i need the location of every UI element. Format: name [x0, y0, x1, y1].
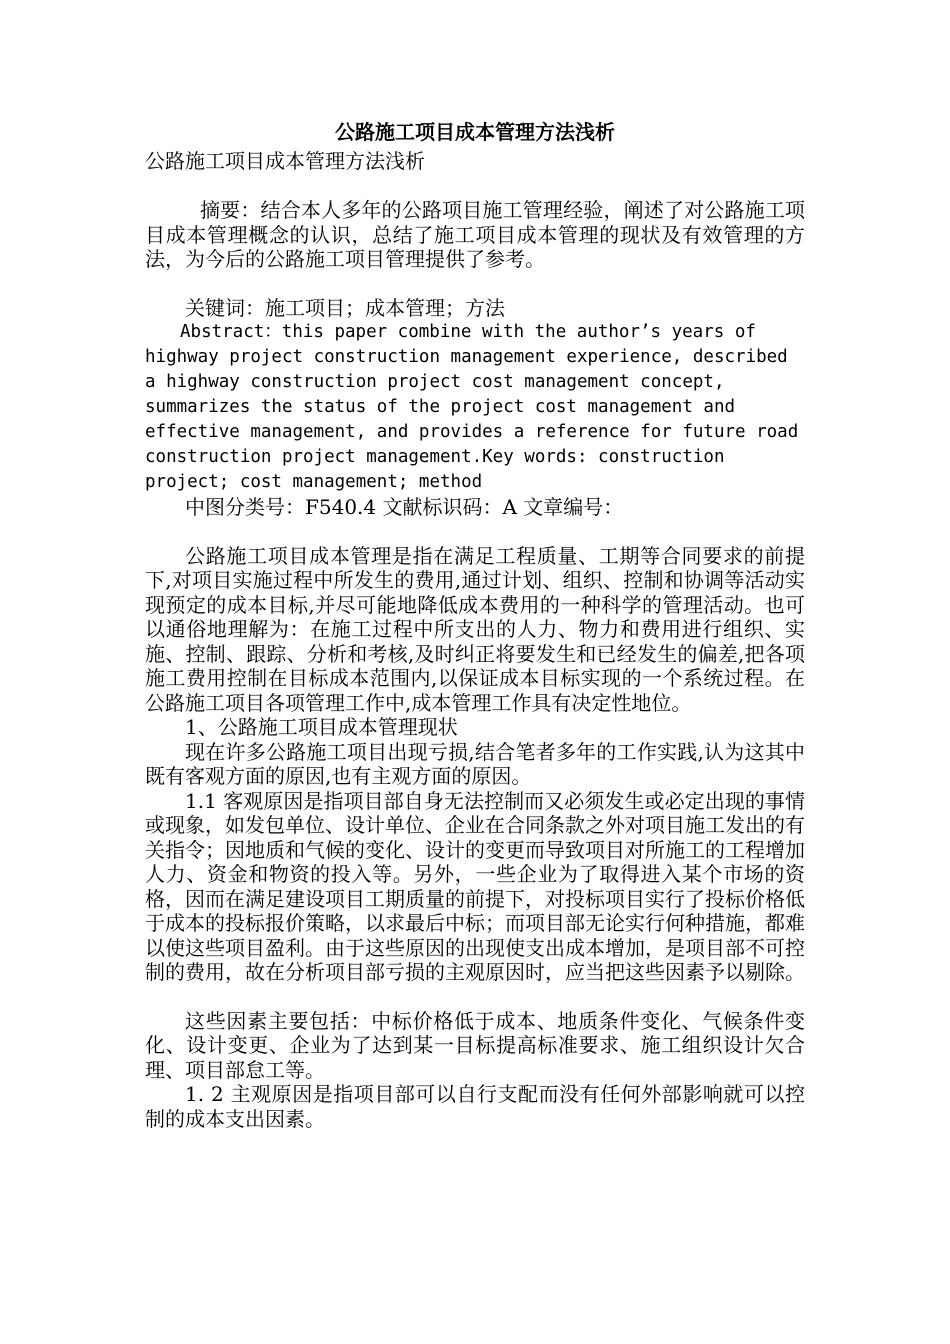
paragraph-section-1-1: 1.1 客观原因是指项目部自身无法控制而又必须发生或必定出现的事情或现象，如发包单位、设计单位、企业在合同条款之外对项目施工发出的有关指令；因地质和气候的变化、设计的变更而导致项目对所施工的工程增加人力、资金和物资的投入等。另外，一些企业为了取得进入某个市场的资格，因而在满足建设项目工期质量的前提下，对投标项目实行了投标价格低于成本的投标报价策略，以求最后中标；而项目部无论实行何种措施，都难以使这些项目盈利。由于这些原因的出现使支出成本增加，是项目部不可控制的费用，故在分析项目部亏损的主观原因时，应当把这些因素予以剔除。 [145, 788, 805, 984]
document-title: 公路施工项目成本管理方法浅析 [335, 120, 615, 144]
document-subtitle: 公路施工项目成本管理方法浅析 [145, 148, 425, 173]
paragraph-factors: 这些因素主要包括：中标价格低于成本、地质条件变化、气候条件变化、设计变更、企业为了达到某一目标提高标准要求、施工组织设计欠合理、项目部怠工等。 [145, 1008, 805, 1082]
classification-line: 中图分类号：F540.4 文献标识码：A 文章编号： [185, 495, 624, 519]
paragraph-section-1-2: 1. 2 主观原因是指项目部可以自行支配而没有任何外部影响就可以控制的成本支出因素。 [145, 1082, 805, 1131]
keywords-chinese: 关键词：施工项目；成本管理；方法 [185, 295, 505, 320]
paragraph-section-1-intro: 现在许多公路施工项目出现亏损,结合笔者多年的工作实践,认为这其中既有客观方面的原因,也有主观方面的原因。 [145, 739, 805, 788]
abstract-chinese: 摘要：结合本人多年的公路项目施工管理经验，阐述了对公路施工项目成本管理概念的认识，总结了施工项目成本管理的现状及有效管理的方法，为今后的公路施工项目管理提供了参考。 [145, 198, 805, 271]
document-body [145, 120, 805, 1131]
paragraph-intro: 公路施工项目成本管理是指在满足工程质量、工期等合同要求的前提下,对项目实施过程中所发生的费用,通过计划、组织、控制和协调等活动实现预定的成本目标,并尽可能地降低成本费用的一种科学的管理活动。也可以通俗地理解为：在施工过程中所支出的人力、物力和费用进行组织、实施、控制、跟踪、分析和考核,及时纠正将要发生和已经发生的偏差,把各项施工费用控制在目标成本范围内,以保证成本目标实现的一个系统过程。在公路施工项目各项管理工作中,成本管理工作具有决定性地位。 [145, 543, 805, 715]
abstract-english: Abstract：this paper combine with the author’s years of highway project construction management experience, described a highway construction project cost management concept, summarizes the status of the project cost management and effective management, and provides a reference for future road construction project management.Key words: construction project; cost management; method [145, 322, 799, 492]
section-1-heading: 1、公路施工项目成本管理现状 [185, 715, 458, 739]
